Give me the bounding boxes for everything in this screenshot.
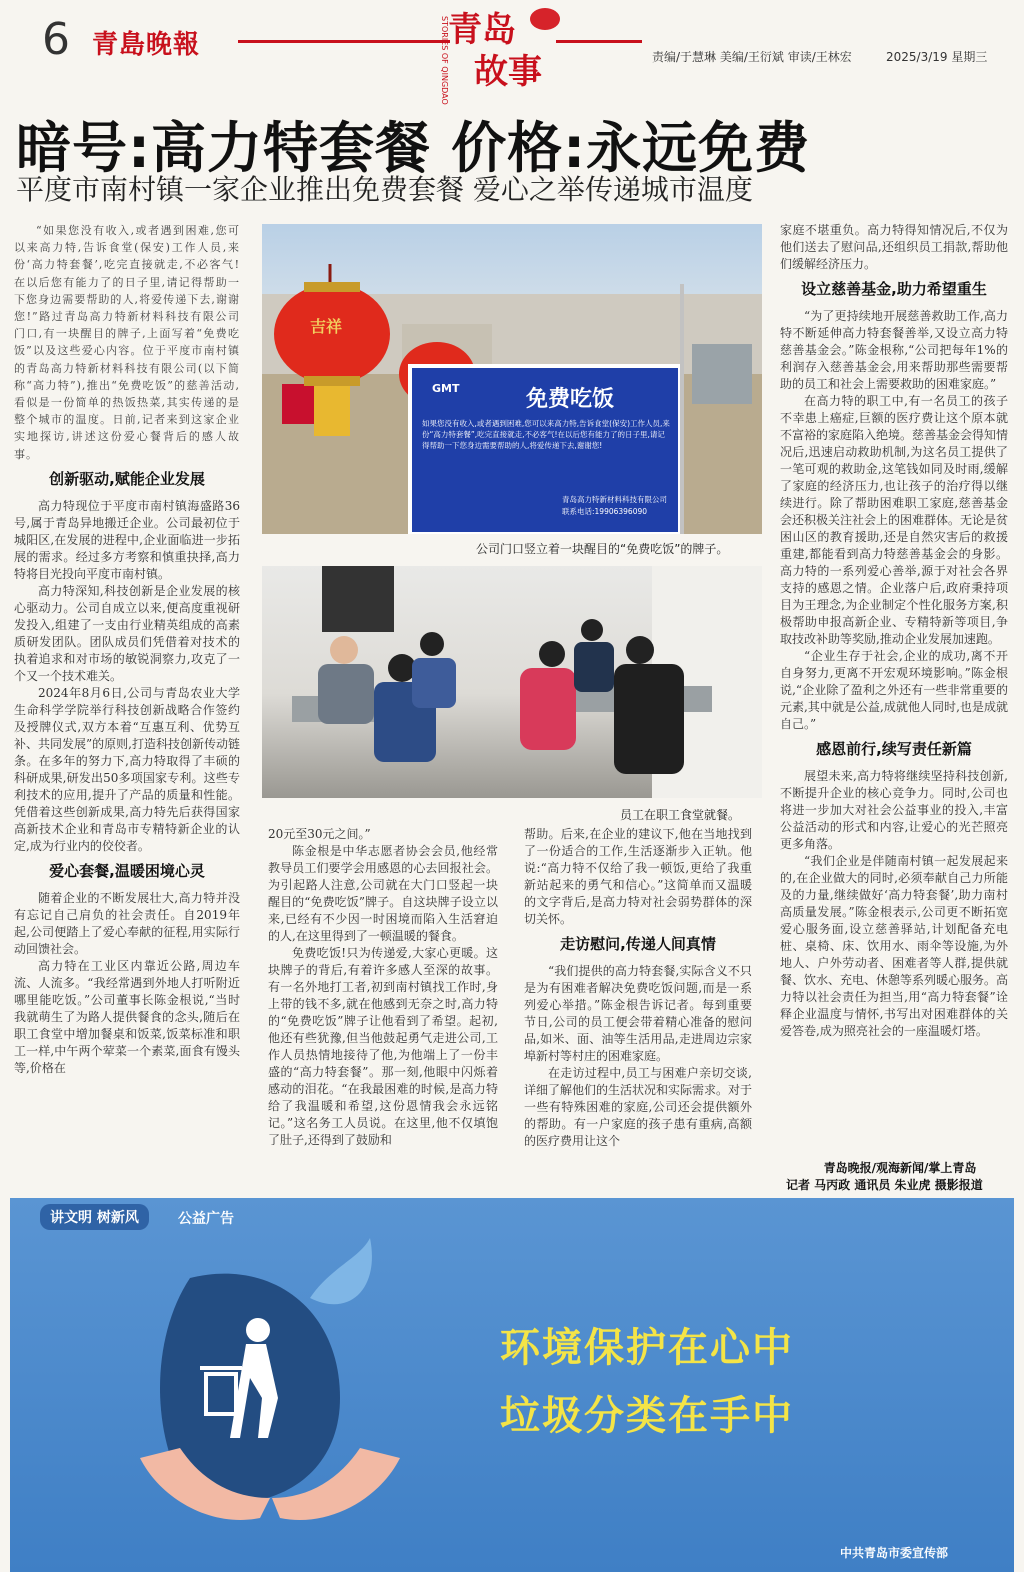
paragraph: 在走访过程中,员工与困难户亲切交谈,详细了解他们的生活状况和实际需求。对于一些有特殊困难的家庭,公司还会提供额外的帮助。有一户家庭的孩子患有重病,高额的医疗费用让这个 bbox=[524, 1066, 753, 1148]
paragraph: “为了更持续地开展慈善救助工作,高力特不断延伸高力特套餐善举,又设立高力特慈善基金会。”陈金根称,“公司把每年1%的利润存入慈善基金会,用来帮助那些需要帮助的员工和社会上需要救助的困难家庭。” bbox=[780, 309, 1008, 391]
photo-canteen bbox=[262, 566, 762, 798]
sign-phone: 联系电话:19906396090 bbox=[562, 507, 648, 516]
ad-slogan: 垃圾分类在手中 bbox=[500, 1393, 794, 1439]
paragraph: 高力特深知,科技创新是企业发展的核心驱动力。公司自成立以来,便高度重视研发投入,组建了一支由行业精英组成的高素质研发团队。团队成员们凭借着对技术的执着追求和对市场的敏锐洞察力,攻克了一个又一个技术难关。 bbox=[14, 583, 240, 683]
paragraph: 免费吃饭!只为传递爱,大家心更暖。这块牌子的背后,有着许多感人至深的故事。有一名外地打工者,初到南村镇找工作时,身上带的钱不多,就在他感到无奈之时,高力特的“免费吃饭”牌子让他看到了希望。起初,他还有些犹豫,但当他鼓起勇气走进公司,工作人员热情地接待了他,为他端上了一份丰盛的“高力特套餐”。那一刻,他眼中闪烁着感动的泪花。“在我最困难的时候,是高力特给了我温暖和希望,这份恩情我会永远铭记。”这名务工人员说。在这里,他不仅填饱了肚子,还得到了鼓励和 bbox=[268, 946, 498, 1147]
byline-outlet: 青岛晚报/观海新闻/掌上青岛 bbox=[823, 1161, 977, 1175]
sun-icon bbox=[530, 8, 560, 30]
article-column-4 bbox=[780, 222, 1008, 1040]
subheadline: 平度市南村镇一家企业推出免费套餐 爱心之举传递城市温度 bbox=[16, 173, 753, 206]
sign-text: 如果您没有收入,或者遇到困难,您可以来高力特,告诉食堂(保安)工作人员,来份“高力特套餐”,吃完直接就走,不必客气!在以后您有能力了的日子里,请记得帮助一下您身边需要帮助的人,将爱传递下去,谢谢您! bbox=[422, 419, 670, 450]
small-leaf-icon bbox=[310, 1238, 372, 1304]
headline: 暗号:高力特套餐 价格:永远免费 bbox=[16, 116, 811, 180]
sign-logo: GMT bbox=[432, 382, 460, 395]
paper-name: 青島晚報 bbox=[92, 30, 201, 60]
article-column-2 bbox=[268, 826, 498, 1149]
photo-caption: 员工在职工食堂就餐。 bbox=[620, 808, 741, 822]
diner-figures bbox=[318, 619, 684, 774]
paragraph: 高力特在工业区内靠近公路,周边车流、人流多。“我经常遇到外地人打听附近哪里能吃饭。”公司董事长陈金根说,“当时我就萌生了为路人提供餐食的念头,随后在职工食堂中增加餐桌和饭菜,饭菜标准和职工一样,中午两个荤菜一个素菜,面食有馒头等,价格在 bbox=[14, 958, 240, 1075]
sign-title: 免费吃饭 bbox=[526, 387, 615, 412]
paragraph: 展望未来,高力特将继续坚持科技创新,不断提升企业的核心竞争力。同时,公司也将进一步加大对社会公益事业的投入,丰富公益活动的形式和内容,让爱心的光芒照亮更多角落。 bbox=[780, 769, 1008, 851]
section-heading: 设立慈善基金,助力希望重生 bbox=[801, 280, 987, 298]
article-column-3 bbox=[524, 826, 752, 1150]
paragraph: 2024年8月6日,公司与青岛农业大学生命科学学院举行科技创新战略合作签约及授牌仪式,双方本着“互惠互利、优势互补、共同发展”的原则,打造科技创新传动链条。在多年的努力下,高力特取得了丰硕的科研成果,研发出50多项国家专利。这些专利技术的应用,提升了产品的质量和性能。凭借着这些创新成果,高力特先后获得国家高新技术企业和青岛市专精特新企业的认定,成为行业内的佼佼者。 bbox=[14, 685, 240, 853]
paragraph: 随着企业的不断发展壮大,高力特并没有忘记自己肩负的社会责任。自2019年起,公司便踏上了爱心奉献的征程,用实际行动回馈社会。 bbox=[14, 890, 240, 956]
sign-company: 青岛高力特新材料科技有限公司 bbox=[562, 495, 667, 504]
editor-credits: 责编/于慧琳 美编/王衍斌 审读/王林宏 bbox=[652, 50, 852, 64]
page-number: 6 bbox=[42, 14, 70, 65]
paragraph: “我们企业是伴随南村镇一起发展起来的,在企业做大的同时,必须奉献自己力所能及的力量,继续做好‘高力特套餐’,助力南村高质量发展。”陈金根表示,公司更不断拓宽爱心服务面,设立慈善驿站,计划配备充电桩、桌椅、床、饮用水、雨伞等设施,为外地人、户外劳动者、困难者等人群,提供就餐、饮水、充电、休憩等系列暖心服务。高力特以社会责任为担当,用“高力特套餐”诠释企业温度与情怀,书写出对困难群体的关爱答卷,成为照亮社会的一座温暖灯塔。 bbox=[780, 854, 1009, 1038]
photo-caption: 公司门口竖立着一块醒目的“免费吃饭”的牌子。 bbox=[476, 542, 729, 556]
section-heading: 创新驱动,赋能企业发展 bbox=[49, 469, 205, 488]
wall-screen bbox=[322, 566, 394, 632]
section-title-story: 故事 bbox=[474, 52, 542, 92]
ad-slogan: 环境保护在心中 bbox=[500, 1325, 794, 1371]
photo-illustration bbox=[262, 224, 762, 534]
section-heading: 感恩前行,续写责任新篇 bbox=[816, 740, 972, 758]
paragraph: 陈金根是中华志愿者协会会员,他经常教导员工们要学会用感恩的心去回报社会。为引起路人注意,公司就在大门口竖起一块醒目的“免费吃饭”牌子。自这块牌子设立以来,已经有不少因一时困境而陷入生活窘迫的人,在这里得到了一顿温暖的餐食。 bbox=[268, 844, 498, 943]
paragraph: 高力特现位于平度市南村镇海盛路36号,属于青岛异地搬迁企业。公司最初位于城阳区,在发展的进程中,企业面临进一步拓展的需求。经过多方考察和慎重抉择,高力特将目光投向平度市南村镇。 bbox=[14, 498, 240, 581]
photo-free-meal-sign bbox=[262, 224, 762, 534]
ad-tag: 讲文明 树新风 bbox=[40, 1204, 149, 1230]
byline bbox=[786, 1160, 1014, 1194]
paragraph: 帮助。后来,在企业的建议下,他在当地找到了一份适合的工作,生活逐渐步入正轨。他说:“高力特不仅给了我一顿饭,更给了我重新站起来的勇气和信心。”这简单而又温暖的文字背后,是高力特对社会弱势群体的深切关怀。 bbox=[524, 827, 752, 926]
paragraph: “企业生存于社会,企业的成功,离不开自身努力,更离不开宏观环境影响。”陈金根说,“企业除了盈利之外还有一些非常重要的元素,其中就是公益,成就他人同时,也是成就自己。” bbox=[780, 649, 1008, 731]
lantern-text: 吉祥 bbox=[310, 317, 343, 336]
intro-paragraph: “如果您没有收入,或者遇到困难,您可以来高力特,告诉食堂(保安)工作人员,来份‘高力特套餐’,吃完直接就走,不必客气!在以后您有能力了的日子里,请记得帮助一下您身边需要帮助的人,将爱传递下去,谢谢您!”路过青岛高力特新材料科技有限公司门口,有一块醒目的牌子,上面写着“免费吃饭”以及这些爱心内容。位于平度市南村镇的青岛高力特新材料科技有限公司(以下简称“高力特”),推出“免费吃饭”的慈善活动,看似是一份简单的热饭热菜,其实传递的是整个城市的温度。日前,记者来到这家企业实地探访,讲述这份爱心餐背后的感人故事。 bbox=[14, 224, 240, 461]
paragraph: “我们提供的高力特套餐,实际含义不只是为有困难者解决免费吃饭问题,而是一系列爱心举措。”陈金根告诉记者。每到重要节日,公司的员工便会带着精心准备的慰问品,如米、面、油等生活用品,走进周边宗家埠新村等村庄的困难家庭。 bbox=[524, 964, 752, 1063]
ad-type: 公益广告 bbox=[178, 1211, 234, 1227]
masthead-rule bbox=[556, 40, 642, 43]
byline-reporters: 记者 马丙政 通讯员 朱业虎 摄影报道 bbox=[786, 1178, 983, 1192]
section-title-qingdao: 青岛 bbox=[448, 10, 516, 50]
photo-illustration bbox=[262, 566, 762, 798]
ad-sponsor: 中共青岛市委宣传部 bbox=[840, 1546, 949, 1560]
masthead-rule bbox=[238, 40, 450, 43]
section-title-english: STORIES OF QINGDAO bbox=[440, 16, 449, 105]
section-heading: 走访慰问,传递人间真情 bbox=[560, 935, 716, 953]
issue-date: 2025/3/19 星期三 bbox=[886, 50, 988, 64]
section-heading: 爱心套餐,温暖困境心灵 bbox=[49, 861, 205, 880]
paragraph: 家庭不堪重负。高力特得知情况后,不仅为他们送去了慰问品,还组织员工捐款,帮助他们缓解经济压力。 bbox=[780, 223, 1008, 271]
paragraph: 在高力特的职工中,有一名员工的孩子不幸患上癌症,巨额的医疗费让这个原本就不富裕的家庭陷入绝境。慈善基金会得知情况后,迅速启动救助机制,为这名员工提供了一笔可观的救助金,这笔钱如同及时雨,缓解了家庭的经济压力,也让孩子的治疗得以继续进行。除了帮助困难职工家庭,慈善基金会还积极关注社会上的困难群体。无论是贫困山区的教育援助,还是自然灾害后的救援重建,都能看到高力特慈善基金会的身影。高力特的一系列爱心善举,源于对社会各界支持的感恩之情。企业落户后,政府秉持项目为王理念,为企业制定个性化服务方案,积极帮助申报高新企业、专精特新等项目,争取技改补助等奖励,推动企业发展加速跑。 bbox=[780, 394, 1009, 646]
paragraph: 20元至30元之间。” bbox=[268, 827, 371, 841]
article-column-1 bbox=[14, 222, 240, 1077]
